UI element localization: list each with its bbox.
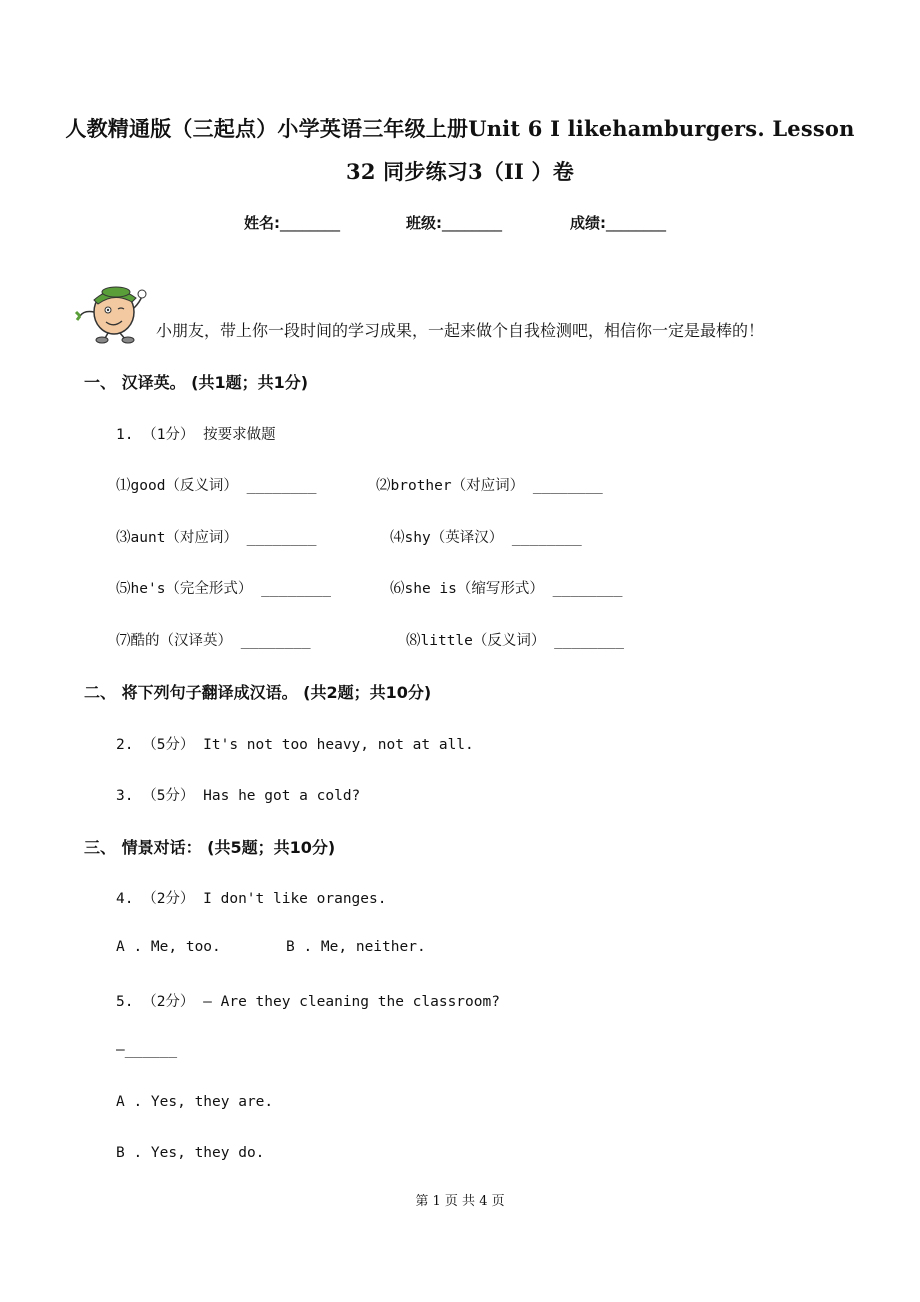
question-4-option-a[interactable]: A . Me, too. (116, 939, 221, 955)
question-1-item-4: ⑷shy（英译汉） ________ (390, 530, 582, 546)
class-blank[interactable]: ________ (442, 214, 502, 232)
question-1-item-7: ⑺酷的（汉译英） ________ (116, 633, 311, 649)
question-5-option-b[interactable]: B . Yes, they do. (116, 1145, 265, 1161)
question-1-item-8: ⑻little（反义词） ________ (406, 633, 624, 649)
section-1-heading: 一、 汉译英。 (共1题；共1分) (84, 373, 309, 392)
question-1-item-6: ⑹she is（缩写形式） ________ (390, 581, 623, 597)
score-blank[interactable]: ________ (606, 214, 666, 232)
section-2-heading: 二、 将下列句子翻译成汉语。 (共2题；共10分) (84, 683, 432, 702)
question-2-stem: 2. （5分） It's not too heavy, not at all. (116, 737, 474, 753)
score-field (570, 212, 666, 233)
mascot-icon (74, 282, 150, 344)
name-blank[interactable]: ________ (280, 214, 340, 232)
page-footer: 第 1 页 共 4 页 (415, 1194, 505, 1209)
question-1-item-5: ⑸he's（完全形式） ________ (116, 581, 331, 597)
question-1-stem: 1. （1分） 按要求做题 (116, 427, 276, 443)
class-field (406, 212, 502, 233)
name-label: 姓名: (244, 214, 280, 232)
name-field (244, 212, 340, 233)
greeting-text: 小朋友，带上你一段时间的学习成果，一起来做个自我检测吧，相信你一定是最棒的！ (156, 321, 765, 340)
question-1-item-1: ⑴good（反义词） ________ (116, 478, 317, 494)
question-5-option-a[interactable]: A . Yes, they are. (116, 1094, 274, 1110)
question-1-item-3: ⑶aunt（对应词） ________ (116, 530, 317, 546)
question-4-stem: 4. （2分） I don't like oranges. (116, 891, 387, 907)
question-3-stem: 3. （5分） Has he got a cold? (116, 788, 361, 804)
document-title-line-2: 32 同步练习3（II ）卷 (346, 159, 574, 184)
question-4-option-b[interactable]: B . Me, neither. (286, 939, 426, 955)
question-1-item-2: ⑵brother（对应词） ________ (376, 478, 603, 494)
question-5-answer-blank[interactable]: —______ (116, 1042, 178, 1058)
class-label: 班级: (406, 214, 442, 232)
section-3-heading: 三、 情景对话： (共5题；共10分) (84, 838, 336, 857)
question-5-stem: 5. （2分） — Are they cleaning the classroom? (116, 994, 500, 1010)
score-label: 成绩: (570, 214, 606, 232)
document-title-line-1: 人教精通版（三起点）小学英语三年级上册Unit 6 I likehamburgers. Lesson (65, 116, 855, 141)
